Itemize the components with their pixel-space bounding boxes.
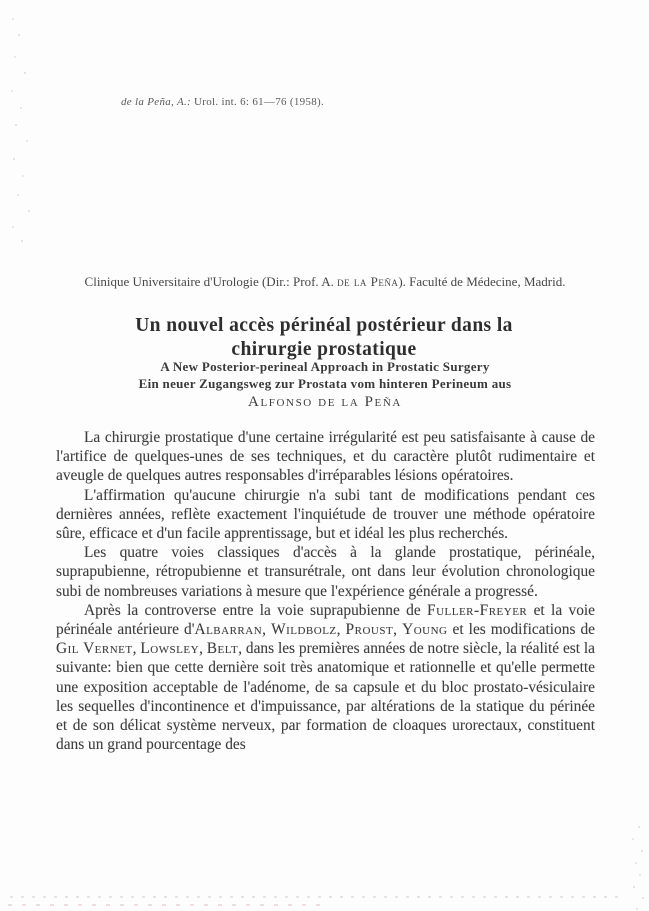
scan-noise-left-edge bbox=[10, 12, 12, 14]
paragraph-1: La chirurgie prostatique d'une certaine irrégularité est peu satisfaisante à cause de l'artifice de quelques-unes de ses techniques, et du caractère plutôt rudimentaire et aveugle de quelques autres responsables d'irréparables lésions opératoires. bbox=[56, 429, 595, 485]
article-title-german: Ein neuer Zugangsweg zur Prostata vom hinteren Perineum aus bbox=[138, 376, 512, 391]
article-title-french: Un nouvel accès périnéal postérieur dans la chirurgie prostatique bbox=[135, 315, 513, 360]
author-name: Alfonso de la Peña bbox=[248, 394, 402, 410]
scan-artifact-bottom-line-2 bbox=[8, 904, 328, 906]
affiliation-line: Clinique Universitaire d'Urologie (Dir.: Prof. A. de la Peña). Faculté de Médecine, Madrid. bbox=[84, 274, 566, 289]
scan-noise-right-edge bbox=[630, 822, 632, 824]
paragraph-2: L'affirmation qu'aucune chirurgie n'a subi tant de modifications pendant ces dernières années, reflète exactement l'inquiétude de trouver une méthode opératoire sûre, efficace et d'un facile apprentissage, but et idéal les plus recherchés. bbox=[56, 486, 595, 543]
scan-artifact-bottom-line bbox=[10, 896, 626, 898]
paragraph-3: Les quatre voies classiques d'accès à la glande prostatique, périnéale, suprapubienne, rétropubienne et transurétrale, ont dans leur évolution chronologique subi de nombreuses variations à mesure que l'expérience générale a progressé. bbox=[56, 544, 595, 600]
article-body bbox=[56, 428, 595, 754]
paragraph-4: Après la controverse entre la voie suprapubienne de Fuller-Freyer et la voie périnéale antérieure d'Albarran, Wildbolz, Proust, Young et les modifications de Gil Vernet, Lowsley, Belt, dans les premières années de notre siècle, la réalité est la suivante: bien que cette dernière soit très anatomique et rationnelle et qu'elle permette une exposition acceptable de l'adénome, de sa capsule et du bloc prostato-vésiculaire les sequelles d'incontinence et d'impuissance, par altérations de la statique du périnée et de son délicat système nerveux, par formation de cloaques urorectaux, constituent dans un grand pourcentage des bbox=[56, 601, 596, 754]
running-head-citation: de la Peña, A.: Urol. int. 6: 61—76 (1958). bbox=[121, 96, 325, 108]
article-title-english: A New Posterior-perineal Approach in Prostatic Surgery bbox=[160, 359, 490, 374]
